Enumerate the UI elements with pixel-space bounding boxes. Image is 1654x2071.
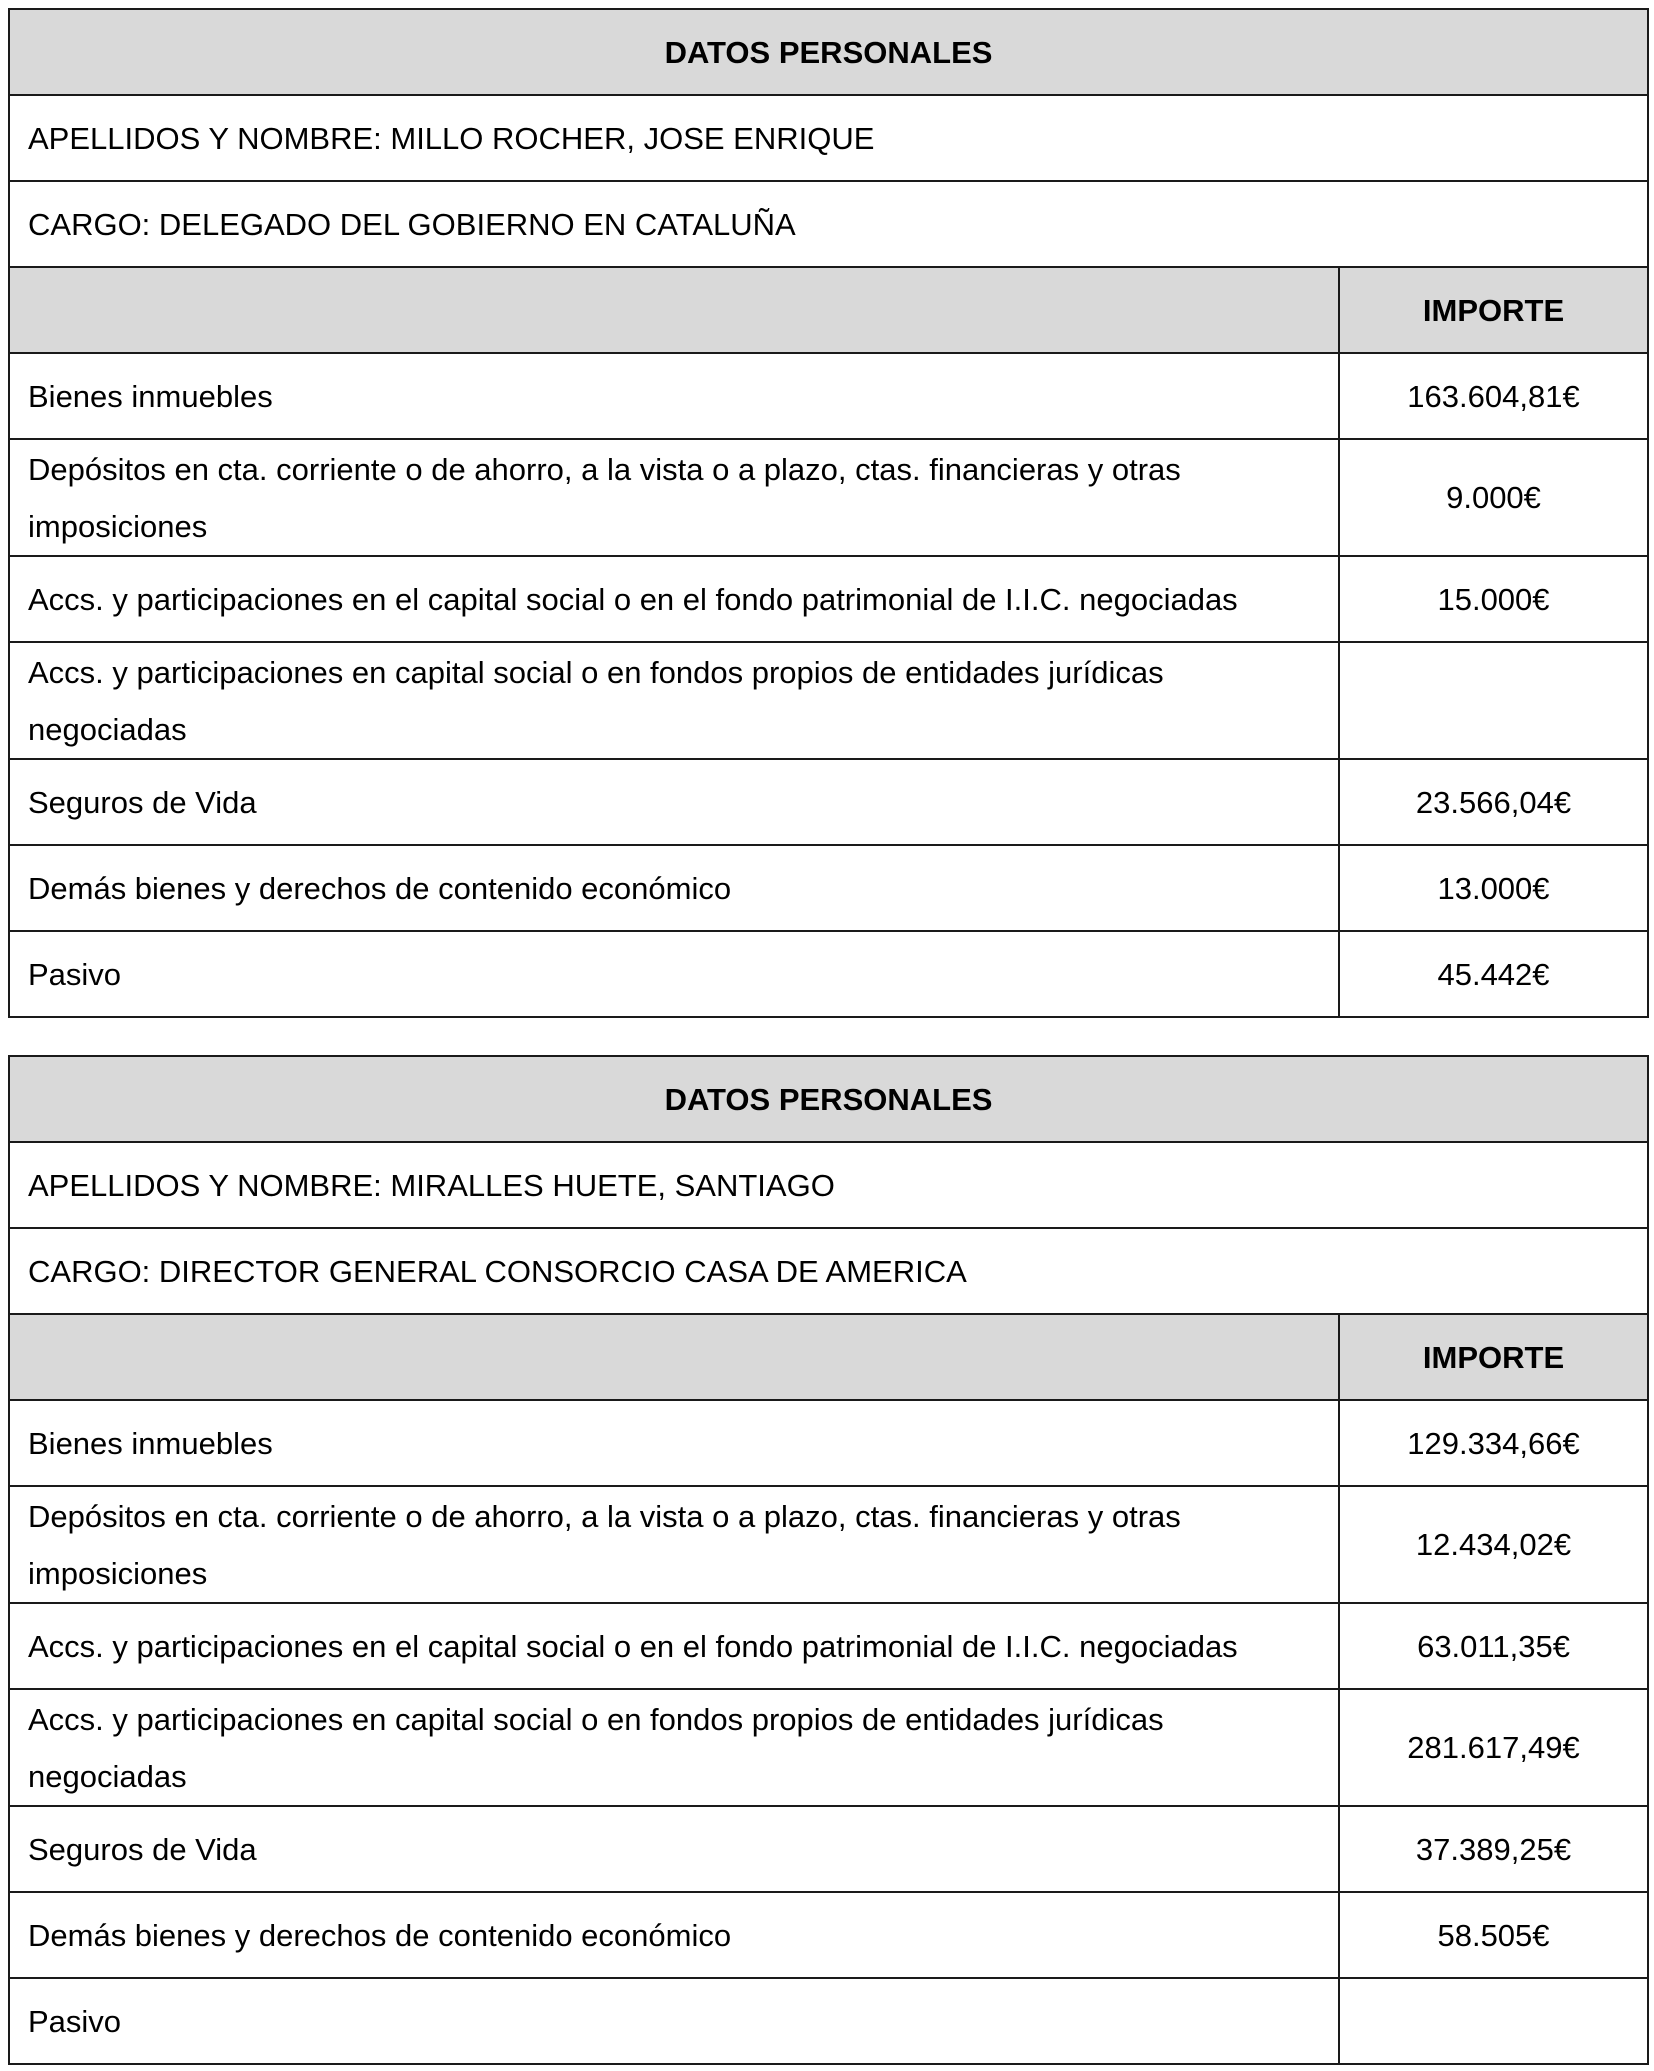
row-label: Accs. y participaciones en capital social o en fondos propios de entidades jurídicas negociadas [9,1689,1339,1806]
row-amount: 45.442€ [1339,931,1648,1017]
table-row [9,1603,1648,1689]
table-row [9,1689,1648,1806]
table-row [9,759,1648,845]
row-label: Depósitos en cta. corriente o de ahorro, a la vista o a plazo, ctas. financieras y otras imposiciones [9,1486,1339,1603]
row-label: Bienes inmuebles [9,1400,1339,1486]
position-line: CARGO: DELEGADO DEL GOBIERNO EN CATALUÑA [9,181,1648,267]
row-amount: 9.000€ [1339,439,1648,556]
table-row [9,1978,1648,2064]
row-label: Accs. y participaciones en capital social o en fondos propios de entidades jurídicas negociadas [9,642,1339,759]
table-row [9,353,1648,439]
row-amount: 129.334,66€ [1339,1400,1648,1486]
row-amount: 58.505€ [1339,1892,1648,1978]
row-label: Bienes inmuebles [9,353,1339,439]
row-label: Accs. y participaciones en el capital social o en el fondo patrimonial de I.I.C. negociadas [9,1603,1339,1689]
row-amount [1339,1978,1648,2064]
section-title: DATOS PERSONALES [9,1056,1648,1142]
table-row [9,556,1648,642]
name-line: APELLIDOS Y NOMBRE: MIRALLES HUETE, SANTIAGO [9,1142,1648,1228]
table-row [9,1806,1648,1892]
amount-column-header: IMPORTE [1339,1314,1648,1400]
row-amount: 281.617,49€ [1339,1689,1648,1806]
row-amount [1339,642,1648,759]
row-amount: 13.000€ [1339,845,1648,931]
declaration-table-2 [8,1055,1649,2065]
row-label: Pasivo [9,1978,1339,2064]
row-amount: 63.011,35€ [1339,1603,1648,1689]
declaration-table-1 [8,8,1649,1018]
table-row [9,1892,1648,1978]
row-label: Pasivo [9,931,1339,1017]
column-header-row [9,267,1648,353]
table-row [9,1400,1648,1486]
row-label: Seguros de Vida [9,1806,1339,1892]
row-amount: 163.604,81€ [1339,353,1648,439]
table-row [9,1486,1648,1603]
row-amount: 37.389,25€ [1339,1806,1648,1892]
table-row [9,931,1648,1017]
row-amount: 12.434,02€ [1339,1486,1648,1603]
table-row [9,845,1648,931]
row-amount: 15.000€ [1339,556,1648,642]
table-row [9,642,1648,759]
section-title: DATOS PERSONALES [9,9,1648,95]
position-line: CARGO: DIRECTOR GENERAL CONSORCIO CASA DE AMERICA [9,1228,1648,1314]
column-header-row [9,1314,1648,1400]
row-label: Accs. y participaciones en el capital social o en el fondo patrimonial de I.I.C. negociadas [9,556,1339,642]
name-line: APELLIDOS Y NOMBRE: MILLO ROCHER, JOSE ENRIQUE [9,95,1648,181]
row-label: Depósitos en cta. corriente o de ahorro, a la vista o a plazo, ctas. financieras y otras imposiciones [9,439,1339,556]
label-column-header [9,267,1339,353]
row-label: Seguros de Vida [9,759,1339,845]
row-label: Demás bienes y derechos de contenido económico [9,845,1339,931]
label-column-header [9,1314,1339,1400]
table-row [9,439,1648,556]
amount-column-header: IMPORTE [1339,267,1648,353]
row-label: Demás bienes y derechos de contenido económico [9,1892,1339,1978]
row-amount: 23.566,04€ [1339,759,1648,845]
